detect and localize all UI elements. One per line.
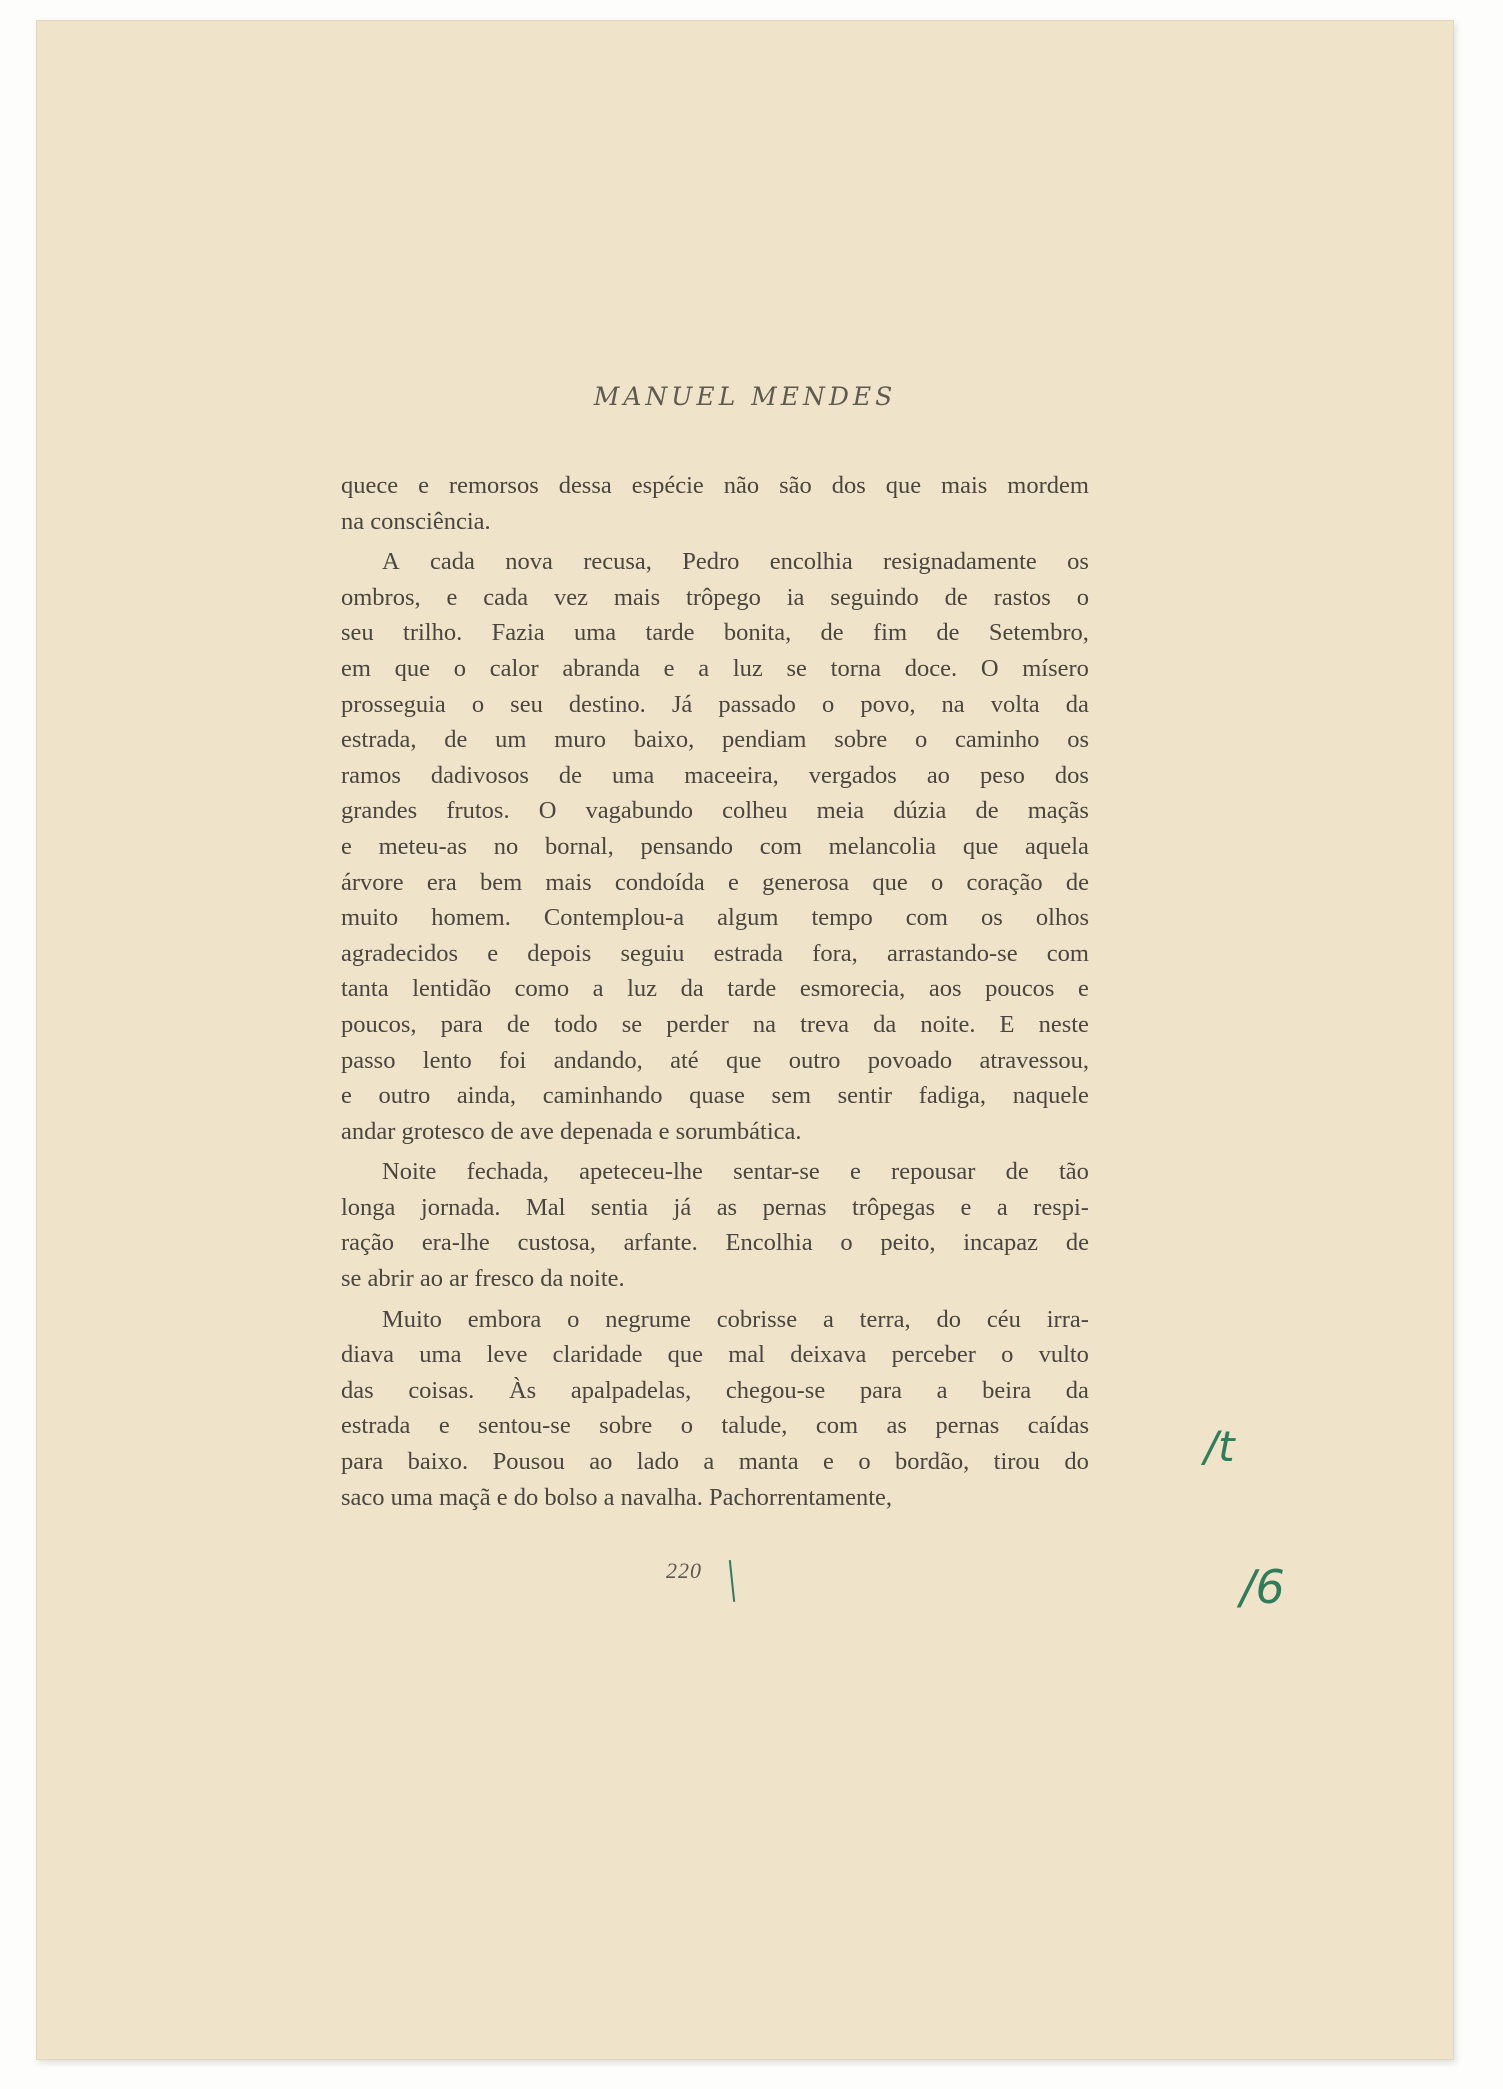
word: beira (982, 1376, 1032, 1404)
word: vez (554, 583, 588, 611)
word: naquele (1012, 1082, 1089, 1110)
word: dos (1054, 761, 1089, 789)
word: dadivosos (430, 761, 529, 789)
word: neste (1038, 1010, 1089, 1038)
word: dúzia (893, 797, 947, 825)
text-line (341, 971, 1089, 1007)
word: torna (830, 654, 881, 682)
word: que (872, 868, 908, 896)
word: remorsos (448, 472, 539, 499)
text-line (341, 758, 1089, 794)
word: ao (926, 761, 950, 789)
word: e (727, 868, 739, 896)
word: perceber (891, 1341, 976, 1369)
word: de (820, 619, 844, 647)
word: ombros, (341, 583, 421, 611)
word: era-lhe (421, 1229, 490, 1257)
word: com (815, 1412, 859, 1440)
word: tanta (341, 975, 389, 1003)
word: de (558, 761, 583, 789)
word: caídas (1027, 1412, 1089, 1440)
word: Fazia (491, 619, 545, 647)
word: poucos, (341, 1010, 417, 1038)
word: depois (527, 939, 592, 967)
word: bornal, (545, 832, 614, 860)
text-line: se abrir ao ar fresco da noite. (341, 1265, 625, 1293)
word: os (1067, 548, 1089, 576)
word: tirou (993, 1448, 1040, 1476)
text-line (341, 651, 1089, 687)
word: das (341, 1376, 374, 1404)
word: aos (928, 975, 962, 1003)
word: da (873, 1010, 897, 1038)
word: da (1065, 690, 1089, 718)
word: esmorecia, (799, 975, 906, 1003)
text-line (341, 1043, 1089, 1079)
word: homem. (431, 904, 511, 932)
word: estrada (713, 939, 783, 967)
word: no (493, 832, 519, 860)
word: como (514, 975, 570, 1003)
word: ao (589, 1448, 613, 1476)
word: peito, (880, 1229, 936, 1257)
word: e (960, 1193, 972, 1221)
word: Noite (382, 1158, 437, 1186)
body-text (341, 468, 1089, 1515)
word: com (759, 832, 802, 860)
word: para (341, 1448, 384, 1476)
word: que (394, 654, 431, 682)
word: mais (545, 868, 592, 896)
word: as (716, 1193, 738, 1221)
word: do (1064, 1448, 1089, 1476)
text-line (341, 1337, 1089, 1373)
word: cobrisse (716, 1305, 798, 1333)
word: embora (467, 1305, 542, 1333)
word: poucos (985, 975, 1055, 1003)
word: andando, (553, 1046, 643, 1074)
word: com (905, 904, 948, 932)
word: que (962, 832, 999, 860)
word: Pousou (492, 1448, 565, 1476)
word: mordem (1007, 472, 1089, 499)
word: a (592, 975, 604, 1003)
page-number: 220 (666, 1558, 702, 1583)
word: frutos. (446, 797, 510, 825)
word: tarde (727, 975, 777, 1003)
word: respi- (1033, 1193, 1089, 1221)
word: as (886, 1412, 907, 1440)
word: caminhando (542, 1082, 663, 1110)
word: mísero (1022, 654, 1089, 682)
word: na (752, 1010, 776, 1038)
handwritten-annotation: /6 (1240, 1560, 1285, 1614)
word: abranda (562, 654, 640, 682)
word: o (1076, 583, 1089, 611)
word: fora, (812, 939, 858, 967)
word: o (471, 690, 485, 718)
word: uma (573, 619, 617, 647)
word: bonita, (723, 619, 792, 647)
text-line (341, 1154, 1089, 1190)
paragraph (341, 468, 1089, 539)
word: meia (816, 797, 865, 825)
word: céu (986, 1305, 1021, 1333)
word: trôpego (686, 583, 761, 611)
word: mal (728, 1341, 765, 1369)
word: quece (341, 472, 399, 499)
word: encolhia (769, 548, 853, 576)
word: O (538, 797, 557, 825)
word: de (1065, 1229, 1089, 1257)
word: já (673, 1193, 692, 1221)
word: a (996, 1193, 1008, 1221)
word: fim (873, 619, 908, 647)
word: tempo (811, 904, 873, 932)
text-line (341, 1007, 1089, 1043)
word: e (823, 1448, 834, 1476)
word: para (859, 1376, 903, 1404)
text-line (341, 1444, 1089, 1480)
text-line: saco uma maçã e do bolso a navalha. Pachorrentamente, (341, 1483, 893, 1511)
word: mais (613, 583, 661, 611)
word: e (1078, 975, 1089, 1003)
word: do (936, 1305, 962, 1333)
word: passo (341, 1046, 396, 1074)
word: trilho. (403, 619, 463, 647)
text-line (341, 793, 1089, 829)
word: apalpadelas, (570, 1376, 692, 1404)
word: dos (831, 472, 866, 499)
word: foi (499, 1046, 527, 1074)
text-line (341, 1408, 1089, 1444)
text-line: andar grotesco de ave depenada e sorumbática. (341, 1117, 802, 1145)
word: uma (612, 761, 655, 789)
word: e (341, 832, 352, 860)
word: o (453, 654, 466, 682)
word: tão (1058, 1158, 1089, 1186)
word: fechada, (466, 1158, 549, 1186)
text-line (341, 1190, 1089, 1226)
word: cada (483, 583, 529, 611)
word: aquela (1025, 832, 1089, 860)
word: árvore (341, 868, 404, 896)
text-line (341, 900, 1089, 936)
word: repousar (891, 1158, 976, 1186)
word: nova (505, 548, 553, 576)
word: terra, (859, 1305, 911, 1333)
word: bordão, (895, 1448, 970, 1476)
word: maçãs (1027, 797, 1089, 825)
word: que (885, 472, 922, 499)
word: dessa (558, 472, 612, 499)
word: pendiam (722, 726, 807, 754)
word: chegou-se (725, 1376, 826, 1404)
word: custosa, (517, 1229, 596, 1257)
word: sentou-se (478, 1412, 571, 1440)
word: noite. (920, 1010, 976, 1038)
word: os (1067, 726, 1089, 754)
word: o (840, 1229, 853, 1257)
word: vergados (808, 761, 897, 789)
word: luz (732, 654, 763, 682)
text-line: na consciência. (341, 507, 491, 535)
word: arfante. (623, 1229, 698, 1257)
word: todo (554, 1010, 598, 1038)
running-header: MANUEL MENDES (593, 382, 897, 411)
document-page (36, 20, 1454, 2060)
word: fadiga, (918, 1082, 987, 1110)
word: prosseguia (341, 690, 446, 718)
word: seu (510, 690, 543, 718)
word: sentir (837, 1082, 893, 1110)
word: arrastando-se (886, 939, 1018, 967)
word: algum (717, 904, 779, 932)
word: o (822, 690, 835, 718)
word: manta (738, 1448, 799, 1476)
word: são (779, 472, 812, 499)
word: generosa (762, 868, 850, 896)
word: A (382, 548, 400, 576)
word: calor (489, 654, 539, 682)
word: treva (800, 1010, 850, 1038)
word: com (1046, 939, 1089, 967)
word: perder (666, 1010, 729, 1038)
word: o (930, 868, 944, 896)
word: de (444, 726, 468, 754)
word: Já (671, 690, 693, 718)
word: se (786, 654, 807, 682)
word: até (670, 1046, 699, 1074)
paragraph (341, 1154, 1089, 1296)
word: cada (430, 548, 475, 576)
word: rastos (993, 583, 1051, 611)
word: lento (422, 1046, 472, 1074)
word: mais (941, 472, 988, 499)
word: caminho (955, 726, 1040, 754)
word: em (341, 654, 371, 682)
word: baixo, (633, 726, 695, 754)
word: e (663, 654, 675, 682)
word: lado (636, 1448, 679, 1476)
word: e (849, 1158, 861, 1186)
word: ainda, (456, 1082, 517, 1110)
word: diava (341, 1341, 395, 1369)
text-line (341, 829, 1089, 865)
word: tarde (645, 619, 695, 647)
word: ramos (341, 761, 401, 789)
word: o (858, 1448, 871, 1476)
word: melancolia (828, 832, 937, 860)
word: de (944, 583, 968, 611)
word: deixava (790, 1341, 867, 1369)
word: longa (341, 1193, 396, 1221)
word: seguiu (620, 939, 685, 967)
word: povoado (867, 1046, 953, 1074)
text-line (341, 1373, 1089, 1409)
word: resignadamente (883, 548, 1037, 576)
word: o (1001, 1341, 1014, 1369)
word: vagabundo (585, 797, 694, 825)
word: era (426, 868, 457, 896)
word: sentia (590, 1193, 649, 1221)
word: Mal (525, 1193, 566, 1221)
word: vulto (1038, 1341, 1089, 1369)
text-line (341, 865, 1089, 901)
word: o (567, 1305, 580, 1333)
word: o (680, 1412, 693, 1440)
word: muito (341, 904, 399, 932)
word: volta (990, 690, 1040, 718)
word: que (726, 1046, 762, 1074)
word: e (418, 472, 429, 499)
word: Pedro (682, 548, 740, 576)
word: na (941, 690, 965, 718)
word: a (822, 1305, 834, 1333)
word: da (1065, 1376, 1089, 1404)
word: da (680, 975, 704, 1003)
word: grandes (341, 797, 418, 825)
word: meteu-as (378, 832, 468, 860)
word: a (703, 1448, 715, 1476)
word: negrume (605, 1305, 691, 1333)
word: leve (486, 1341, 528, 1369)
word: uma (419, 1341, 462, 1369)
word: colheu (722, 797, 788, 825)
word: olhos (1035, 904, 1089, 932)
text-line (341, 615, 1089, 651)
word: e (341, 1082, 352, 1110)
word: baixo. (407, 1448, 469, 1476)
word: incapaz (963, 1229, 1039, 1257)
word: outro (378, 1082, 431, 1110)
word: sentar-se (733, 1158, 820, 1186)
word: povo, (860, 690, 916, 718)
text-line (341, 544, 1089, 580)
word: o (915, 726, 928, 754)
word: e (487, 939, 499, 967)
word: um (495, 726, 527, 754)
word: Setembro, (988, 619, 1089, 647)
word: coisas. (408, 1376, 475, 1404)
text-line (341, 687, 1089, 723)
word: Às (508, 1376, 537, 1404)
word: pernas (762, 1193, 827, 1221)
paragraph (341, 1302, 1089, 1516)
word: e (438, 1412, 450, 1440)
word: atravessou, (979, 1046, 1089, 1074)
text-line (341, 1302, 1089, 1338)
text-line (341, 936, 1089, 972)
word: irra- (1046, 1305, 1089, 1333)
word: estrada, (341, 726, 417, 754)
word: seu (341, 619, 374, 647)
word: não (723, 472, 760, 499)
word: que (667, 1341, 704, 1369)
word: lentidão (412, 975, 492, 1003)
word: muro (554, 726, 606, 754)
word: agradecidos (341, 939, 458, 967)
handwritten-annotation: /t (1204, 1422, 1235, 1471)
word: luz (627, 975, 658, 1003)
word: talude, (721, 1412, 788, 1440)
word: O (980, 654, 999, 682)
word: outro (788, 1046, 841, 1074)
word: sobre (834, 726, 888, 754)
pencil-stroke-mark (729, 1560, 735, 1602)
word: jornada. (420, 1193, 501, 1221)
word: seguindo (830, 583, 919, 611)
word: apeteceu-lhe (579, 1158, 703, 1186)
word: sem (771, 1082, 811, 1110)
word: de (506, 1010, 530, 1038)
word: trôpegas (852, 1193, 935, 1221)
word: claridade (552, 1341, 643, 1369)
word: para (440, 1010, 483, 1038)
word: maceeira, (684, 761, 779, 789)
word: de (936, 619, 960, 647)
word: pernas (935, 1412, 1000, 1440)
text-line (341, 722, 1089, 758)
word: se (621, 1010, 643, 1038)
word: doce. (904, 654, 958, 682)
word: pensando (640, 832, 734, 860)
word: espécie (631, 472, 704, 499)
text-line (341, 1078, 1089, 1114)
word: a (698, 654, 710, 682)
word: de (1005, 1158, 1029, 1186)
word: bem (479, 868, 523, 896)
word: os (981, 904, 1003, 932)
word: quase (689, 1082, 745, 1110)
word: destino. (568, 690, 646, 718)
word: Contemplou-a (543, 904, 685, 932)
text-line (341, 468, 1089, 504)
word: peso (979, 761, 1025, 789)
word: condoída (614, 868, 705, 896)
word: ração (341, 1229, 395, 1257)
word: recusa, (583, 548, 652, 576)
paragraph (341, 544, 1089, 1149)
word: a (936, 1376, 948, 1404)
word: de (975, 797, 999, 825)
text-line (341, 580, 1089, 616)
word: Encolhia (725, 1229, 813, 1257)
word: E (999, 1010, 1015, 1038)
word: Muito (382, 1305, 442, 1333)
word: passado (718, 690, 796, 718)
word: sobre (599, 1412, 653, 1440)
word: e (446, 583, 458, 611)
word: ia (786, 583, 805, 611)
word: coração (966, 868, 1043, 896)
word: estrada (341, 1412, 411, 1440)
text-line (341, 1225, 1089, 1261)
word: de (1065, 868, 1089, 896)
